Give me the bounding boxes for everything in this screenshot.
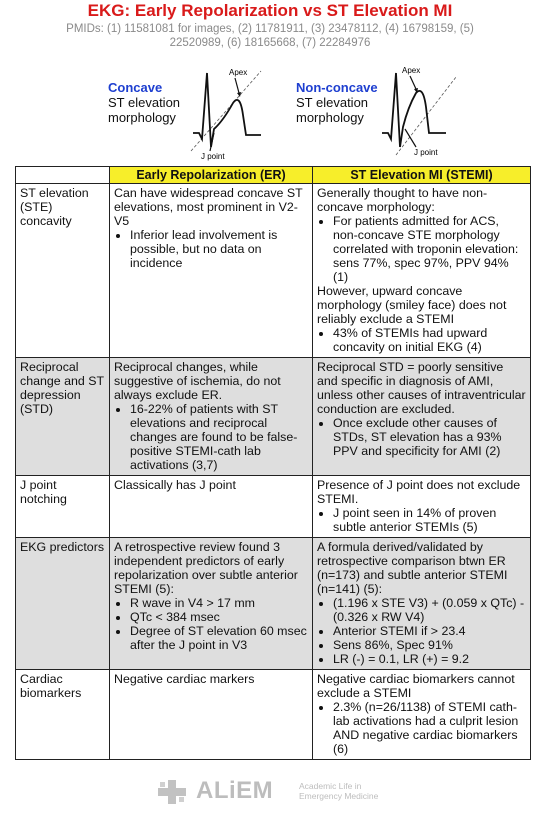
stemi-column-header: ST Elevation MI (STEMI) (313, 167, 531, 184)
stemi-cell (313, 670, 531, 760)
bullet: • 16-22% of patients with ST elevations and reciprocal changes are found to be false-positive STEMI-cath lab activations (3,7) (130, 402, 308, 472)
cell-text: Reciprocal STD = poorly sensitive and specific in diagnosis of AMI, unless other causes of intraventricular conduction are excluded. (317, 360, 526, 416)
table-row (16, 476, 531, 538)
aliem-tagline (299, 781, 378, 801)
bullet: • J point seen in 14% of proven subtle anterior STEMIs (5) (333, 506, 526, 534)
tagline-line1: Academic Life in (299, 781, 362, 791)
non-concave-line2: ST elevation (296, 95, 369, 110)
apex-label: Apex (402, 66, 421, 75)
table-row (16, 184, 531, 358)
er-cell (110, 476, 313, 538)
bullet: • Sens 86%, Spec 91% (333, 638, 526, 652)
j-point-label: J point (201, 152, 225, 161)
bullet: • 2.3% (n=26/1138) of STEMI cath-lab activations had a culprit lesion AND negative cardiac biomarkers (6) (333, 700, 526, 756)
bullet: • (1.196 x STE V3) + (0.059 x QTc) - (0.326 x RW V4) (333, 596, 526, 624)
cell-text: A retrospective review found 3 independent predictors of early repolarization over subtle anterior STEMI (5): (114, 540, 298, 596)
non-concave-morphology-label (296, 80, 378, 125)
er-cell (110, 184, 313, 358)
concave-line2: ST elevation (108, 95, 181, 110)
row-label: J point notching (16, 476, 110, 538)
row-label: EKG predictors (16, 538, 110, 670)
cell-text: Classically has J point (114, 478, 236, 492)
bullet: • 43% of STEMIs had upward concavity on initial EKG (4) (333, 326, 526, 354)
bullet: • Degree of ST elevation 60 msec after the J point in V3 (130, 624, 308, 652)
table-row (16, 538, 531, 670)
row-label: Cardiac biomarkers (16, 670, 110, 760)
table-row (16, 670, 531, 760)
bullet: • For patients admitted for ACS, non-concave STE morphology correlated with troponin elevation: sens 77%, spec 97%, PPV 94% (1) (333, 214, 526, 284)
er-cell (110, 358, 313, 476)
blank-header-cell (16, 167, 110, 184)
cell-text: However, upward concave morphology (smiley face) does not reliably exclude a STEMI (317, 284, 507, 326)
aliem-footer-logo (156, 776, 396, 810)
non-concave-keyword: Non-concave (296, 80, 378, 95)
bullet: • Once exclude other causes of STDs, ST elevation has a 93% PPV and specificity for AMI (2) (333, 416, 526, 458)
apex-label: Apex (229, 68, 248, 77)
concave-line3: morphology (108, 110, 176, 125)
bullet: • Anterior STEMI if > 23.4 (333, 624, 526, 638)
bullet: • LR (-) = 0.1, LR (+) = 9.2 (333, 652, 526, 666)
cell-text: A formula derived/validated by retrospective comparison btwn ER (n=173) and subtle anterior STEMI (n=141) (5): (317, 540, 508, 596)
table-row (16, 358, 531, 476)
j-point-label: J point (414, 148, 438, 157)
cell-text: Can have widespread concave ST elevations, most prominent in V2-V5 (114, 186, 303, 228)
table-header-row (16, 167, 531, 184)
aliem-brand: ALiEM (196, 777, 274, 804)
stemi-cell (313, 358, 531, 476)
row-label: Reciprocal change and ST depression (STD) (16, 358, 110, 476)
pmids-references: PMIDs: (1) 11581081 for images, (2) 11781911, (3) 23478112, (4) 16798159, (5) 22520989, (6) 18165668, (7) 22284976 (66, 23, 474, 49)
bullet: • Inferior lead involvement is possible, but no data on incidence (130, 228, 308, 270)
concave-keyword: Concave (108, 80, 163, 95)
page-title: EKG: Early Repolarization vs ST Elevation MI (87, 1, 453, 20)
cell-text: Reciprocal changes, while suggestive of ischemia, do not always exclude ER. (114, 360, 281, 402)
non-concave-line3: morphology (296, 110, 364, 125)
aliem-cross-icon (156, 778, 188, 806)
er-cell (110, 670, 313, 760)
cell-text: Negative cardiac markers (114, 672, 255, 686)
bullet: • QTc < 384 msec (130, 610, 308, 624)
concave-st-elevation-figure (183, 63, 268, 163)
cell-text: Generally thought to have non-concave morphology: (317, 186, 488, 214)
cell-text: Negative cardiac biomarkers cannot exclude a STEMI (317, 672, 515, 700)
stemi-cell (313, 476, 531, 538)
comparison-table (15, 166, 531, 760)
stemi-cell (313, 184, 531, 358)
er-column-header: Early Repolarization (ER) (110, 167, 313, 184)
row-label: ST elevation (STE) concavity (16, 184, 110, 358)
cell-text: Presence of J point does not exclude STEMI. (317, 478, 521, 506)
er-cell (110, 538, 313, 670)
non-concave-st-elevation-figure (376, 63, 461, 163)
concave-morphology-label (108, 80, 180, 125)
bullet: • R wave in V4 > 17 mm (130, 596, 308, 610)
tagline-line2: Emergency Medicine (299, 791, 379, 801)
stemi-cell (313, 538, 531, 670)
